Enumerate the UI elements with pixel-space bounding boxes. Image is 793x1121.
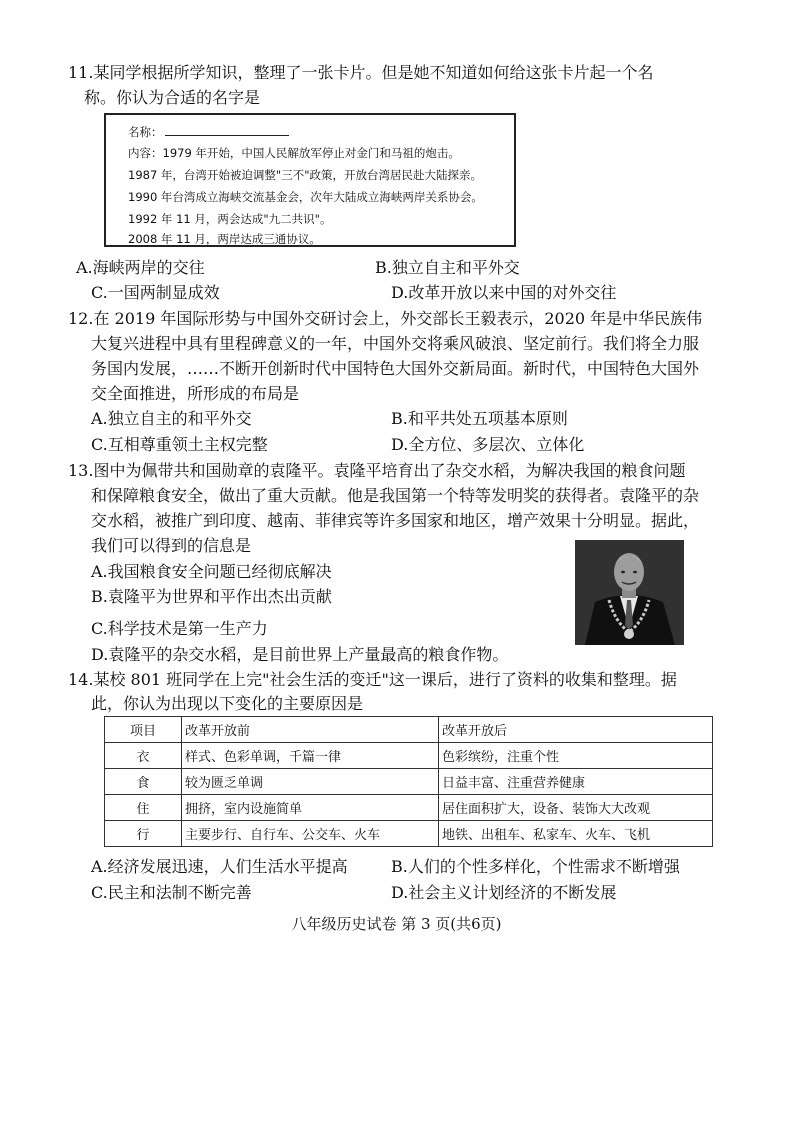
table-cell: 行	[105, 821, 182, 847]
portrait-illustration	[575, 540, 684, 645]
q13-option-d: D.袁隆平的杂交水稻，是目前世界上产量最高的粮食作物。	[91, 645, 509, 664]
q12-stem-line3: 务国内发展，……不断开创新时代中国特色大国外交新局面。新时代，中国特色大国外	[91, 359, 700, 378]
q11-card	[104, 113, 516, 247]
q13-stem-line2: 和保障粮食安全，做出了重大贡献。他是我国第一个特等发明奖的获得者。袁隆平的杂	[91, 486, 700, 505]
table-cell: 拥挤，室内设施简单	[182, 795, 439, 821]
table-row	[105, 821, 713, 847]
table-row	[105, 795, 713, 821]
card-name-row	[128, 124, 289, 140]
q11-option-d: D.改革开放以来中国的对外交往	[391, 283, 617, 302]
q14-stem-line2: 此，你认为出现以下变化的主要原因是	[91, 694, 364, 713]
table-cell: 居住面积扩大，设备、装饰大大改观	[439, 795, 713, 821]
q11-stem-line2: 称。你认为合适的名字是	[84, 88, 261, 107]
q12-stem-line2: 大复兴进程中具有里程碑意义的一年，中国外交将乘风破浪、坚定前行。我们将全力服	[91, 334, 700, 353]
q13-stem-line3: 交水稻，被推广到印度、越南、菲律宾等许多国家和地区，增产效果十分明显。据此，	[91, 511, 700, 530]
table-row	[105, 769, 713, 795]
page-footer: 八年级历史试卷 第 3 页(共6页)	[291, 915, 502, 933]
q12-option-d: D.全方位、多层次、立体化	[391, 435, 585, 454]
q14-option-b: B.人们的个性多样化，个性需求不断增强	[391, 857, 680, 876]
table-cell: 样式、色彩单调，千篇一律	[182, 743, 439, 769]
q14-table	[104, 716, 713, 847]
card-line-2: 1987 年，台湾开始被迫调整"三不"政策，开放台湾居民赴大陆探亲。	[128, 168, 482, 182]
q13-stem-line1: 13.图中为佩带共和国勋章的袁隆平。袁隆平培育出了杂交水稻，为解决我国的粮食问题	[68, 461, 686, 480]
table-cell: 住	[105, 795, 182, 821]
q13-stem-line4: 我们可以得到的信息是	[91, 536, 252, 555]
card-line-4: 1992 年 11 月，两会达成"九二共识"。	[128, 212, 332, 226]
card-name-label: 名称：	[128, 125, 163, 139]
card-line-5: 2008 年 11 月，两岸达成三通协议。	[128, 232, 321, 246]
table-cell: 色彩缤纷，注重个性	[439, 743, 713, 769]
q12-stem-line4: 交全面推进，所形成的布局是	[91, 384, 300, 403]
q13-option-c: C.科学技术是第一生产力	[91, 619, 268, 638]
table-cell: 较为匮乏单调	[182, 769, 439, 795]
yuan-longping-photo	[575, 540, 684, 645]
q12-option-b: B.和平共处五项基本原则	[391, 409, 568, 428]
q11-option-b: B.独立自主和平外交	[375, 258, 520, 277]
q14-option-d: D.社会主义计划经济的不断发展	[391, 883, 617, 902]
table-cell: 食	[105, 769, 182, 795]
q11-option-c: C.一国两制显成效	[91, 283, 220, 302]
q12-stem-line1: 12.在 2019 年国际形势与中国外交研讨会上，外交部长王毅表示，2020 年是中华民族伟	[68, 309, 703, 328]
table-cell: 日益丰富、注重营养健康	[439, 769, 713, 795]
table-header-cell: 改革开放后	[439, 717, 713, 743]
table-header-row	[105, 717, 713, 743]
q14-stem-line1: 14.某校 801 班同学在上完"社会生活的变迁"这一课后，进行了资料的收集和整理。据	[68, 670, 677, 689]
q11-stem-line1: 11.某同学根据所学知识，整理了一张卡片。但是她不知道如何给这张卡片起一个名	[68, 63, 654, 82]
q13-option-a: A.我国粮食安全问题已经彻底解决	[91, 562, 332, 581]
table-cell: 衣	[105, 743, 182, 769]
card-line-3: 1990 年台湾成立海峡交流基金会，次年大陆成立海峡两岸关系协会。	[128, 190, 483, 204]
q14-option-c: C.民主和法制不断完善	[91, 883, 252, 902]
table-row	[105, 743, 713, 769]
q14-option-a: A.经济发展迅速，人们生活水平提高	[91, 857, 348, 876]
card-name-blank	[165, 125, 289, 136]
table-cell: 主要步行、自行车、公交车、火车	[182, 821, 439, 847]
q13-option-b: B.袁隆平为世界和平作出杰出贡献	[91, 587, 332, 606]
q12-option-c: C.互相尊重领土主权完整	[91, 435, 268, 454]
card-line-1: 内容：1979 年开始，中国人民解放军停止对金门和马祖的炮击。	[128, 146, 460, 160]
table-cell: 地铁、出租车、私家车、火车、飞机	[439, 821, 713, 847]
q11-option-a: A.海峡两岸的交往	[76, 258, 205, 277]
q12-option-a: A.独立自主的和平外交	[91, 409, 252, 428]
table-header-cell: 项目	[105, 717, 182, 743]
table-header-cell: 改革开放前	[182, 717, 439, 743]
